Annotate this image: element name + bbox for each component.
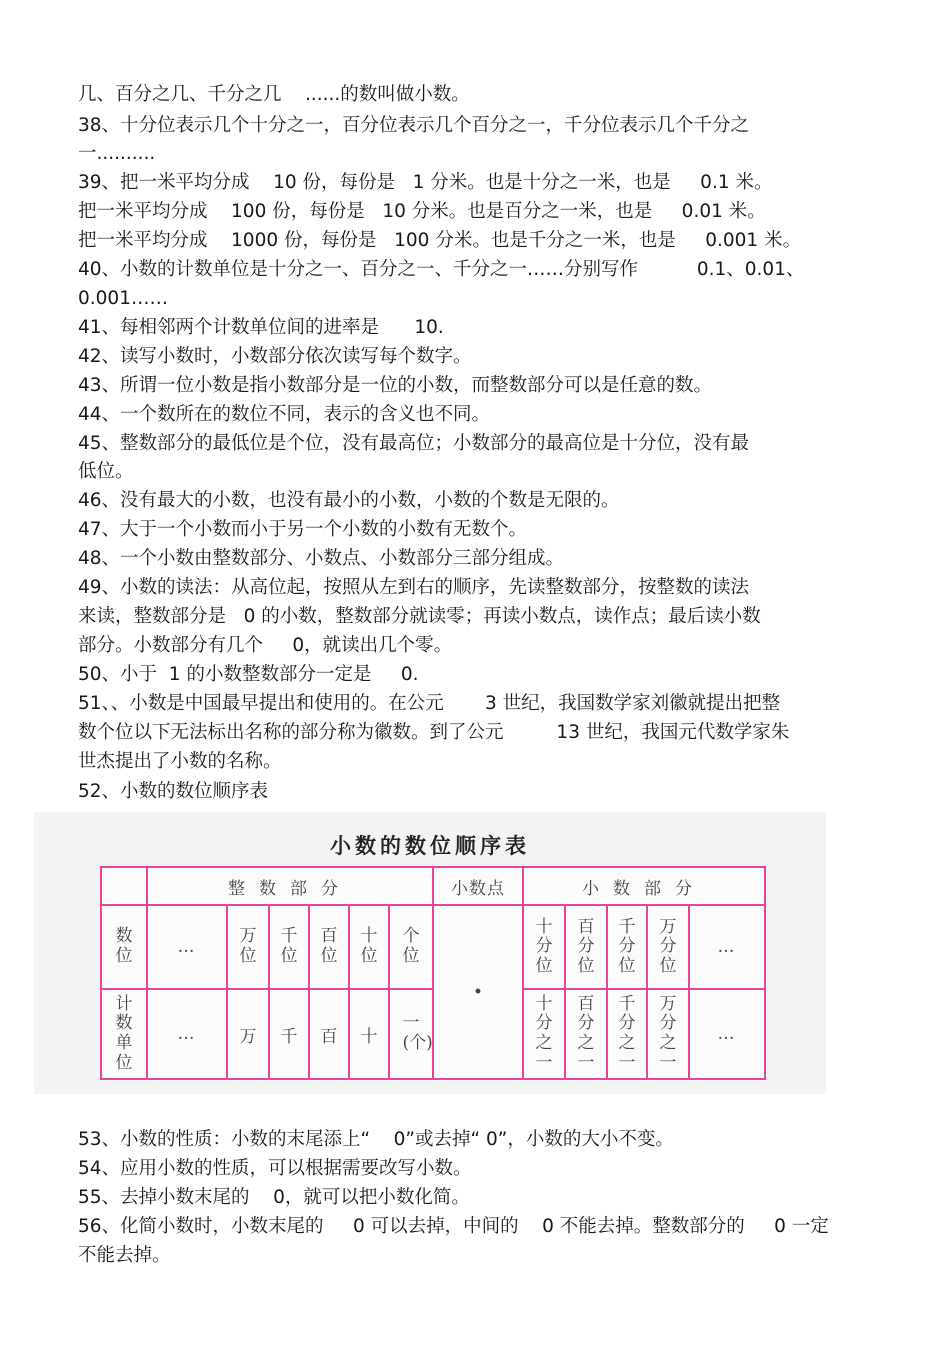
text-line-53: 53、小数的性质：小数的末尾添上“ 0”或去掉“ 0”，小数的大小不变。 [78,1129,674,1150]
unit-cell-hundredth: 百分之一 [565,989,607,1079]
text-line-42: 42、读写小数时，小数部分依次读写每个数字。 [78,346,472,367]
place-cell-wan: 万位 [227,905,269,989]
place-cell-ge: 个位 [389,905,433,989]
place-cell-ellipsis-left: … [147,905,227,989]
integer-part-header: 整数部分 [147,867,433,905]
decimal-part-header: 小数部分 [523,867,765,905]
text-line-intro: 几、百分之几、千分之几 ......的数叫做小数。 [78,84,470,105]
text-line-48: 48、一个小数由整数部分、小数点、小数部分三部分组成。 [78,548,565,569]
text-line-39a: 39、把一米平均分成 10 份，每份是 1 分米。也是十分之一米，也是 0.1 米。 [78,172,773,193]
place-cell-ellipsis-right: … [689,905,765,989]
place-cell-qian: 千位 [269,905,309,989]
text-line-46: 46、没有最大的小数，也没有最小的小数，小数的个数是无限的。 [78,490,620,511]
text-line-49b: 来读，整数部分是 0 的小数，整数部分就读零；再读小数点，读作点；最后读小数 [78,606,761,627]
decimal-point-header: 小数点 [433,867,523,905]
text-line-50: 50、小于 1 的小数整数部分一定是 0. [78,664,419,685]
place-cell-shi: 十位 [349,905,389,989]
unit-cell-thousandth: 千分之一 [607,989,647,1079]
text-line-56b: 不能去掉。 [78,1245,171,1266]
text-line-49a: 49、小数的读法：从高位起，按照从左到右的顺序，先读整数部分，按整数的读法 [78,577,750,598]
place-value-table [100,866,766,1080]
text-line-54: 54、应用小数的性质，可以根据需要改写小数。 [78,1158,472,1179]
text-line-40a: 40、小数的计数单位是十分之一、百分之一、千分之一……分别写作 0.1、0.01、 [78,259,805,280]
place-cell-ten-thousandths: 万分位 [647,905,689,989]
unit-cell-tenth: 十分之一 [523,989,565,1079]
text-line-51c: 世杰提出了小数的名称。 [78,751,282,772]
place-cell-tenths: 十分位 [523,905,565,989]
text-line-39b: 把一米平均分成 100 份，每份是 10 分米。也是百分之一米，也是 0.01 米。 [78,201,766,222]
decimal-place-value-figure [34,812,826,1094]
text-line-52: 52、小数的数位顺序表 [78,781,269,802]
place-cell-bai: 百位 [309,905,349,989]
corner-cell [101,867,147,905]
text-line-41: 41、每相邻两个计数单位间的进率是 10. [78,317,444,338]
text-line-49c: 部分。小数部分有几个 0，就读出几个零。 [78,635,453,656]
text-line-56a: 56、化简小数时，小数末尾的 0 可以去掉，中间的 0 不能去掉。整数部分的 0 一定 [78,1216,829,1237]
unit-cell-bai: 百 [309,989,349,1079]
unit-cell-shi: 十 [349,989,389,1079]
place-cell-hundredths: 百分位 [565,905,607,989]
text-line-38b: 一.......... [78,143,156,164]
figure-title: 小数的数位顺序表 [330,833,530,858]
unit-cell-ellipsis-left: … [147,989,227,1079]
text-line-51b: 数个位以下无法标出名称的部分称为徽数。到了公元 13 世纪，我国元代数学家朱 [78,722,790,743]
place-cell-thousandths: 千分位 [607,905,647,989]
text-line-40b: 0.001…… [78,288,168,309]
text-line-55: 55、去掉小数末尾的 0，就可以把小数化简。 [78,1187,470,1208]
unit-cell-ten-thousandth: 万分之一 [647,989,689,1079]
unit-cell-ellipsis-right: … [689,989,765,1079]
units-row-label: 计数单位 [101,989,147,1079]
text-line-43: 43、所谓一位小数是指小数部分是一位的小数，而整数部分可以是任意的数。 [78,375,713,396]
decimal-point-cell: · [433,905,523,1079]
text-line-51a: 51、、小数是中国最早提出和使用的。在公元 3 世纪，我国数学家刘徽就提出把整 [78,693,781,714]
text-line-45a: 45、整数部分的最低位是个位，没有最高位；小数部分的最高位是十分位，没有最 [78,433,750,454]
text-line-45b: 低位。 [78,461,134,482]
text-line-44: 44、一个数所在的数位不同，表示的含义也不同。 [78,404,491,425]
unit-cell-ge: 一(个) [389,989,433,1079]
unit-cell-wan: 万 [227,989,269,1079]
text-line-38a: 38、十分位表示几个十分之一，百分位表示几个百分之一，千分位表示几个千分之 [78,115,750,136]
unit-cell-qian: 千 [269,989,309,1079]
text-line-39c: 把一米平均分成 1000 份，每份是 100 分米。也是千分之一米，也是 0.001 米。 [78,230,802,251]
places-row-label: 数位 [101,905,147,989]
text-line-47: 47、大于一个小数而小于另一个小数的小数有无数个。 [78,519,528,540]
